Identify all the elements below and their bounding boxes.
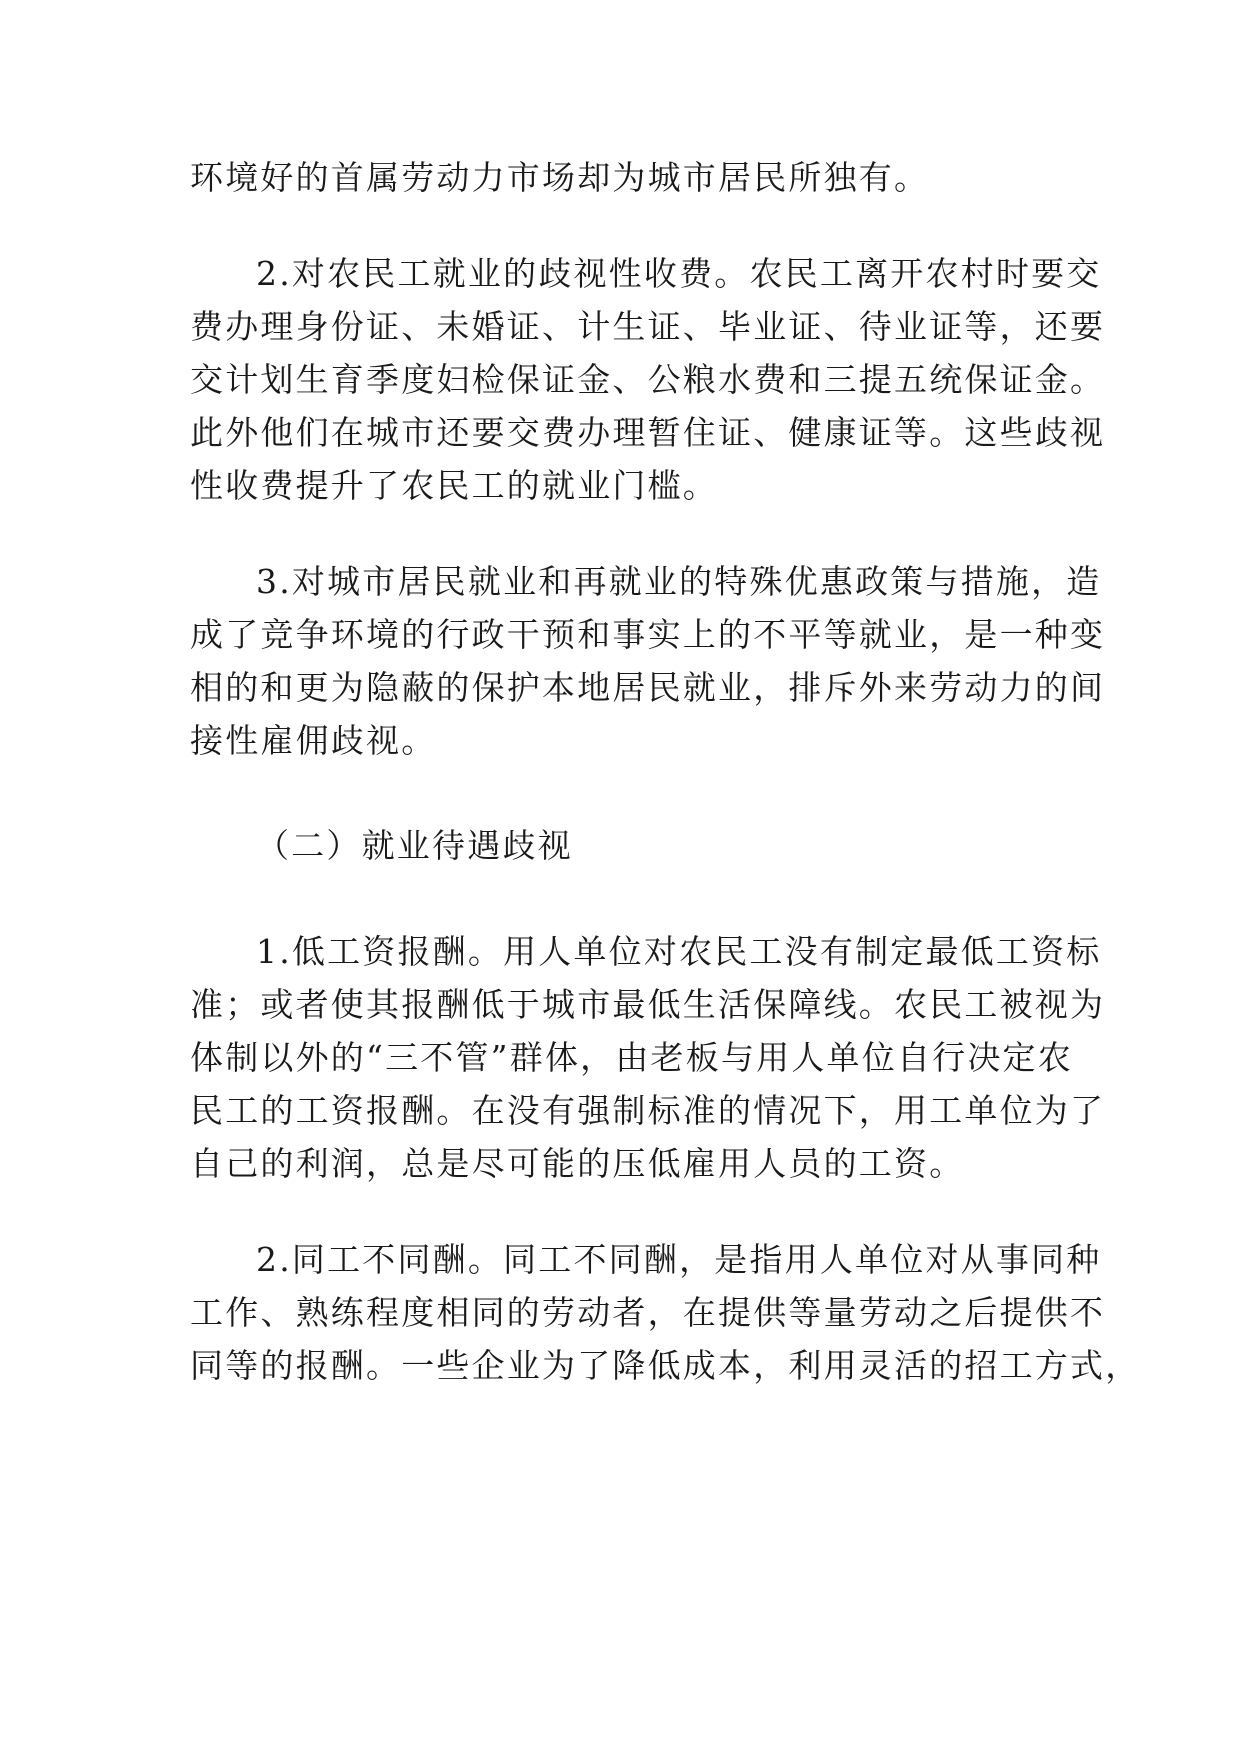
- text-line: 工作、熟练程度相同的劳动者，在提供等量劳动之后提供不: [190, 1293, 1106, 1332]
- text-line: 同等的报酬。一些企业为了降低成本，利用灵活的招工方式，: [190, 1346, 1141, 1385]
- text-line: 准；或者使其报酬低于城市最低生活保障线。农民工被视为: [190, 985, 1106, 1024]
- text-line: 环境好的首属劳动力市场却为城市居民所独有。: [190, 158, 930, 197]
- paragraph-first-line: 2.对农民工就业的歧视性收费。农民工离开农村时要交: [256, 254, 1102, 293]
- text-line: 交计划生育季度妇检保证金、公粮水费和三提五统保证金。: [190, 360, 1106, 399]
- text-line: 自己的利润，总是尽可能的压低雇用人员的工资。: [190, 1144, 965, 1183]
- text-line: 成了竞争环境的行政干预和事实上的不平等就业，是一种变: [190, 615, 1106, 654]
- text-line: 性收费提升了农民工的就业门槛。: [190, 466, 718, 505]
- text-line: 接性雇佣歧视。: [190, 721, 437, 760]
- text-line: 体制以外的“三不管”群体，由老板与用人单位自行决定农: [190, 1038, 1073, 1077]
- paragraph-first-line: 1.低工资报酬。用人单位对农民工没有制定最低工资标: [256, 932, 1102, 971]
- text-line: 此外他们在城市还要交费办理暂住证、健康证等。这些歧视: [190, 413, 1106, 452]
- text-line: 相的和更为隐蔽的保护本地居民就业，排斥外来劳动力的间: [190, 668, 1106, 707]
- text-line: 民工的工资报酬。在没有强制标准的情况下，用工单位为了: [190, 1091, 1106, 1130]
- text-line: 费办理身份证、未婚证、计生证、毕业证、待业证等，还要: [190, 307, 1106, 346]
- paragraph-first-line: 2.同工不同酬。同工不同酬，是指用人单位对从事同种: [256, 1240, 1102, 1279]
- paragraph-first-line: 3.对城市居民就业和再就业的特殊优惠政策与措施，造: [256, 562, 1102, 601]
- section-heading: （二）就业待遇歧视: [256, 826, 573, 865]
